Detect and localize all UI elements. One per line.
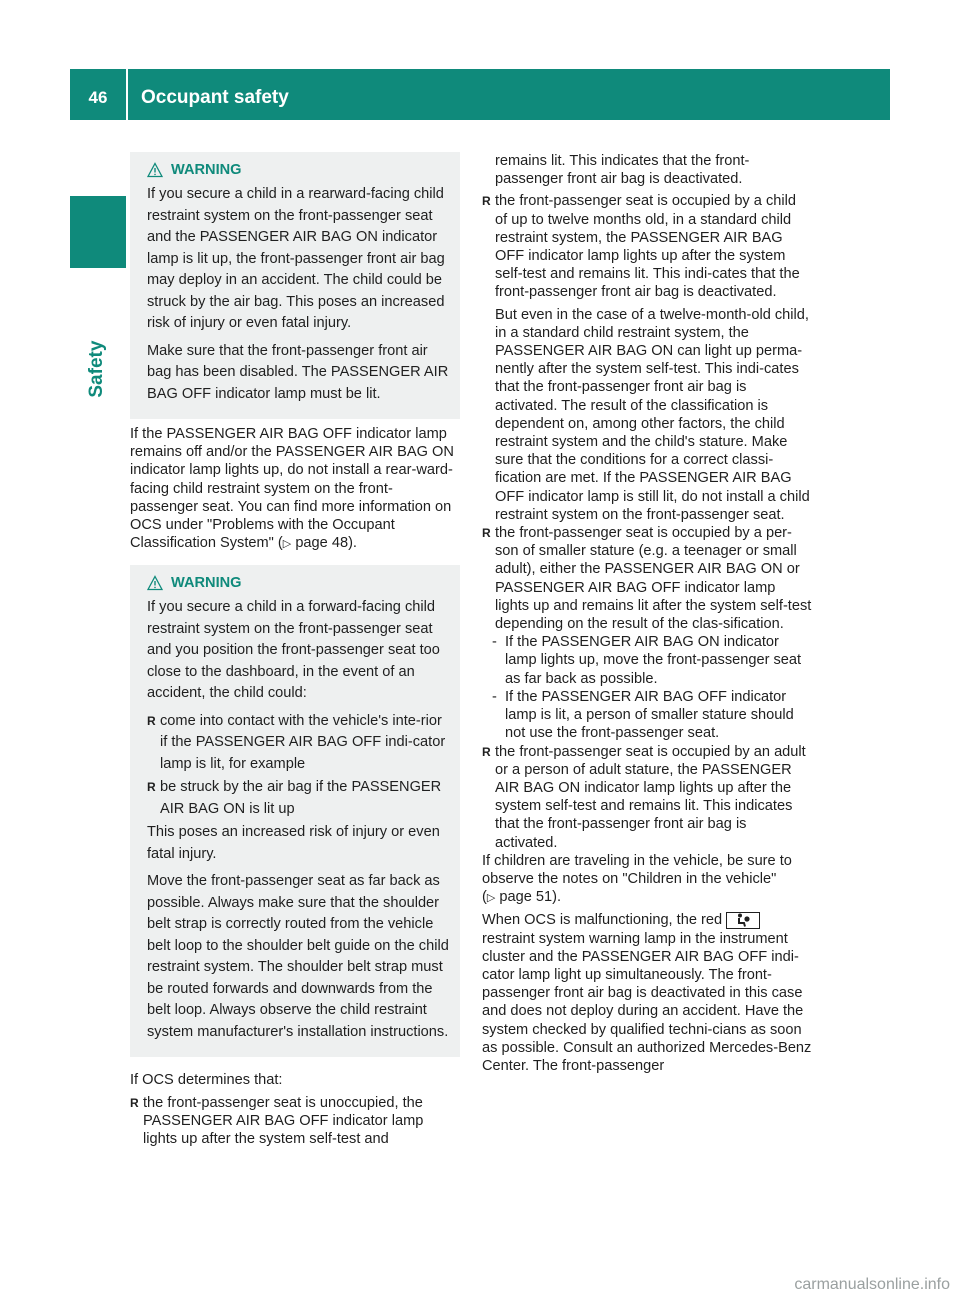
page-header	[70, 69, 890, 120]
page-reference-arrow-icon: ▷	[486, 892, 496, 905]
paragraph-text: restraint system warning lamp in the instrument cluster and the PASSENGER AIR BAG OFF indi-cator lamp light up simultaneously. The front-passenger front air bag is deactivated in this case and does not deploy during an accident. Have the system checked by qualified techni-cians as soon as possible. Consult an authorized Mercedes-Benz Center. The front-passenger	[482, 930, 812, 1074]
seated-occupant-airbag-icon	[726, 912, 760, 929]
warning-header	[147, 158, 452, 182]
list-item: R come into contact with the vehicle's inte-rior if the PASSENGER AIR BAG OFF indi-cator lamp is lit, for example	[147, 711, 452, 776]
warning-box-forward	[130, 565, 460, 1057]
children-paragraph	[482, 852, 812, 908]
warning-text: This poses an increased risk of injury or even fatal injury.	[147, 824, 440, 862]
ocs-bullet-list	[130, 1094, 460, 1149]
warning-box-rearward	[130, 152, 460, 419]
dash-list	[482, 633, 812, 742]
paragraph-text: When OCS is malfunctioning, the red	[482, 912, 723, 929]
paragraph-text: If the PASSENGER AIR BAG OFF indicator lamp remains off and/or the PASSENGER AIR BAG ON indicator lamp lights up, do not install a rear-ward-facing child restraint system on the front-passenger seat. You can find more information on OCS under "Problems with the Occupant Classification System" (	[130, 426, 454, 552]
watermark: carmanualsonline.info	[794, 1275, 950, 1293]
warning-triangle-icon	[147, 575, 163, 591]
paragraph-text: If children are traveling in the vehicle, be sure to observe the notes on "Children in the vehicle" (	[482, 852, 792, 906]
warning-text: If you secure a child in a forward-facing child restraint system on the front-passenger seat and you position the front-passenger seat too close to the dashboard, in the event of an accident, the child could:	[147, 599, 440, 702]
list-item: R be struck by the air bag if the PASSENGER AIR BAG ON is lit up	[147, 777, 452, 820]
page-reference-arrow-icon: ▷	[282, 538, 292, 551]
warning-text: Move the front-passenger seat as far back as possible. Always make sure that the shoulder belt strap is correctly routed from the vehicle belt loop to the shoulder belt guide on the child restraint system. The shoulder belt strap must be routed forwards and downwards from the belt loop. Always observe the child restraint system manufacturer's installation instructions.	[147, 873, 449, 1040]
list-item	[482, 192, 812, 524]
indicator-lamp-paragraph	[130, 425, 460, 553]
warning-header	[147, 571, 452, 595]
warning-text: If you secure a child in a rearward-facing child restraint system on the front-passenger seat and the PASSENGER AIR BAG ON indicator lamp is lit up, the front-passenger front air bag may deploy in an accident. The child could be struck by the air bag. This poses an increased risk of injury or even fatal injury.	[147, 186, 445, 331]
warning-title: WARNING	[171, 575, 242, 592]
page-reference-link[interactable]: page 48).	[295, 535, 357, 552]
bullet-text: R the front-passenger seat is occupied by a per-son of smaller stature (e.g. a teenager or small adult), either the PASSENGER AIR BAG ON or PASSENGER AIR BAG OFF indicator lamp lights up and remains lit after the system self-test depending on the result of the clas-sification.	[495, 525, 812, 633]
page-number: 46	[88, 88, 108, 108]
bullet-text: R the front-passenger seat is occupied by a child of up to twelve months old, in a standard child restraint system, the PASSENGER AIR BAG OFF indicator lamp lights up after the system self-test and remains lit. This indi-cates that the front-passenger front air bag is deactivated.	[495, 193, 800, 301]
bullet-extra-text: But even in the case of a twelve-month-old child, in a standard child restraint system, the PASSENGER AIR BAG ON can light up perma-nently after the system self-test. This indi-cates that the front-passenger front air bag is activated. The result of the classification is dependent on, among other factors, the child restraint system and the child's stature. Make sure that the conditions for a correct classi-fication are met. If the PASSENGER AIR BAG OFF indicator lamp is still lit, do not install a child restraint system on the front-passenger seat.	[495, 306, 810, 523]
list-item: R the front-passenger seat is occupied by an adult or a person of adult stature, the PASSENGER AIR BAG ON indicator lamp lights up after the system self-test and remains lit. This indicates that the front-passenger front air bag is activated.	[482, 743, 812, 852]
page-reference-link[interactable]: page 51).	[499, 889, 562, 906]
chapter-label: Safety	[85, 340, 107, 398]
dash-item: - If the PASSENGER AIR BAG ON indicator lamp lights up, move the front-passenger seat as far back as possible.	[482, 633, 812, 688]
list-item: R the front-passenger seat is unoccupied, the PASSENGER AIR BAG OFF indicator lamp lights up after the system self-test and	[130, 1094, 460, 1149]
ocs-intro: If OCS determines that:	[130, 1072, 283, 1089]
left-column	[130, 152, 460, 1148]
chapter-marker	[70, 196, 126, 268]
malfunction-paragraph	[482, 911, 812, 1075]
section-title: Occupant safety	[141, 87, 289, 109]
warning-triangle-icon	[147, 162, 163, 178]
continued-text: remains lit. This indicates that the front-passenger front air bag is deactivated.	[495, 153, 750, 188]
dash-item: - If the PASSENGER AIR BAG OFF indicator lamp is lit, a person of smaller stature should not use the front-passenger seat.	[482, 688, 812, 743]
ocs-bullet-list	[482, 192, 812, 851]
list-item	[482, 524, 812, 742]
warning-title: WARNING	[171, 161, 242, 178]
warning-bullet-list	[147, 711, 452, 821]
warning-text: Make sure that the front-passenger front air bag has been disabled. The PASSENGER AIR BAG OFF indicator lamp must be lit.	[147, 342, 449, 402]
right-column	[482, 152, 812, 1079]
